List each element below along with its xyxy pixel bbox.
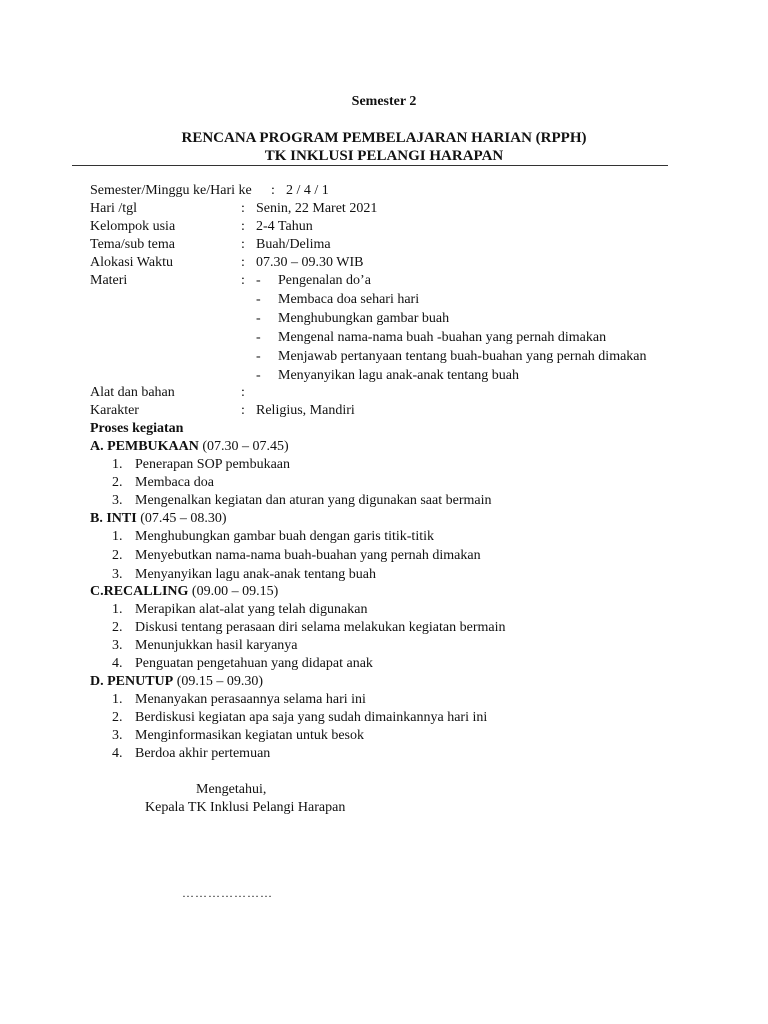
info-colon-hari: : (241, 201, 245, 216)
section-title: A. PEMBUKAAN (90, 439, 199, 454)
list-number: 1. (112, 692, 123, 707)
list-number: 4. (112, 656, 123, 671)
info-value-tema: Buah/Delima (256, 237, 331, 252)
document-title: RENCANA PROGRAM PEMBELAJARAN HARIAN (RPPH) (181, 130, 587, 146)
list-number: 3. (112, 493, 123, 508)
materi-dash: - (256, 273, 261, 288)
info-label-semester: Semester/Minggu ke/Hari ke (90, 183, 252, 198)
materi-item: Menghubungkan gambar buah (278, 311, 450, 326)
list-number: 3. (112, 567, 123, 582)
list-item: Menyebutkan nama-nama buah-buahan yang pernah dimakan (135, 548, 481, 563)
materi-item: Membaca doa sehari hari (278, 292, 420, 307)
materi-item: Pengenalan do’a (278, 273, 371, 288)
materi-dash: - (256, 349, 261, 364)
list-item: Menginformasikan kegiatan untuk besok (135, 728, 365, 743)
info-label-materi: Materi (90, 273, 128, 288)
list-item: Membaca doa (135, 475, 214, 490)
info-colon-tema: : (241, 237, 245, 252)
info-label-hari: Hari /tgl (90, 201, 138, 216)
section-title: D. PENUTUP (90, 674, 174, 689)
section-title: C.RECALLING (90, 584, 189, 599)
signature-acknowledge: Mengetahui, (196, 782, 267, 797)
materi-item: Menjawab pertanyaan tentang buah-buahan yang pernah dimakan (278, 349, 647, 364)
info-label-tema: Tema/sub tema (90, 237, 175, 252)
info-colon-alokasi: : (241, 255, 245, 270)
info-colon-kelompok: : (241, 219, 245, 234)
section-heading-pembukaan (90, 438, 289, 456)
list-number: 1. (112, 602, 123, 617)
school-name: TK INKLUSI PELANGI HARAPAN (264, 148, 504, 164)
list-item: Berdiskusi kegiatan apa saja yang sudah dimainkannya hari ini (135, 710, 488, 725)
materi-item: Mengenal nama-nama buah -buahan yang pernah dimakan (278, 330, 607, 345)
section-title: B. INTI (90, 511, 137, 526)
list-number: 2. (112, 710, 123, 725)
list-item: Diskusi tentang perasaan diri selama melakukan kegiatan bermain (135, 620, 506, 635)
list-item: Menyanyikan lagu anak-anak tentang buah (135, 567, 377, 582)
list-item: Menghubungkan gambar buah dengan garis titik-titik (135, 529, 434, 544)
info-value-karakter: Religius, Mandiri (256, 403, 355, 418)
section-time: (07.30 – 07.45) (198, 439, 289, 454)
list-item: Menanyakan perasaannya selama hari ini (135, 692, 366, 707)
info-colon-alat: : (241, 385, 245, 400)
materi-dash: - (256, 292, 261, 307)
info-value-hari: Senin, 22 Maret 2021 (256, 201, 378, 216)
semester-heading: Semester 2 (351, 94, 417, 109)
list-number: 3. (112, 638, 123, 653)
list-number: 4. (112, 746, 123, 761)
signature-title: Kepala TK Inklusi Pelangi Harapan (145, 800, 346, 815)
section-time: (09.00 – 09.15) (188, 584, 279, 599)
section-time: (09.15 – 09.30) (173, 674, 264, 689)
info-colon-materi: : (241, 273, 245, 288)
list-number: 2. (112, 475, 123, 490)
list-number: 1. (112, 529, 123, 544)
section-time: (07.45 – 08.30) (136, 511, 227, 526)
list-number: 3. (112, 728, 123, 743)
signature-line: ………………… (182, 886, 273, 900)
info-label-karakter: Karakter (90, 403, 139, 418)
list-item: Mengenalkan kegiatan dan aturan yang digunakan saat bermain (135, 493, 492, 508)
section-heading-inti (90, 510, 227, 528)
list-number: 1. (112, 457, 123, 472)
list-number: 2. (112, 620, 123, 635)
materi-dash: - (256, 330, 261, 345)
info-colon-semester: : (271, 183, 275, 198)
info-value-kelompok: 2-4 Tahun (256, 219, 313, 234)
info-value-alokasi: 07.30 – 09.30 WIB (256, 255, 364, 270)
section-heading-penutup (90, 673, 263, 691)
info-label-kelompok: Kelompok usia (90, 219, 176, 234)
info-label-alat: Alat dan bahan (90, 385, 175, 400)
list-item: Menunjukkan hasil karyanya (135, 638, 298, 653)
list-item: Penguatan pengetahuan yang didapat anak (135, 656, 373, 671)
list-item: Merapikan alat-alat yang telah digunakan (135, 602, 368, 617)
materi-dash: - (256, 311, 261, 326)
list-item: Penerapan SOP pembukaan (135, 457, 290, 472)
section-heading-recalling (90, 583, 278, 601)
materi-dash: - (256, 368, 261, 383)
list-item: Berdoa akhir pertemuan (135, 746, 271, 761)
title-divider (72, 165, 668, 166)
materi-item: Menyanyikan lagu anak-anak tentang buah (278, 368, 520, 383)
info-value-semester: 2 / 4 / 1 (286, 183, 329, 198)
info-colon-karakter: : (241, 403, 245, 418)
proses-heading: Proses kegiatan (90, 421, 184, 436)
info-label-alokasi: Alokasi Waktu (90, 255, 173, 270)
list-number: 2. (112, 548, 123, 563)
